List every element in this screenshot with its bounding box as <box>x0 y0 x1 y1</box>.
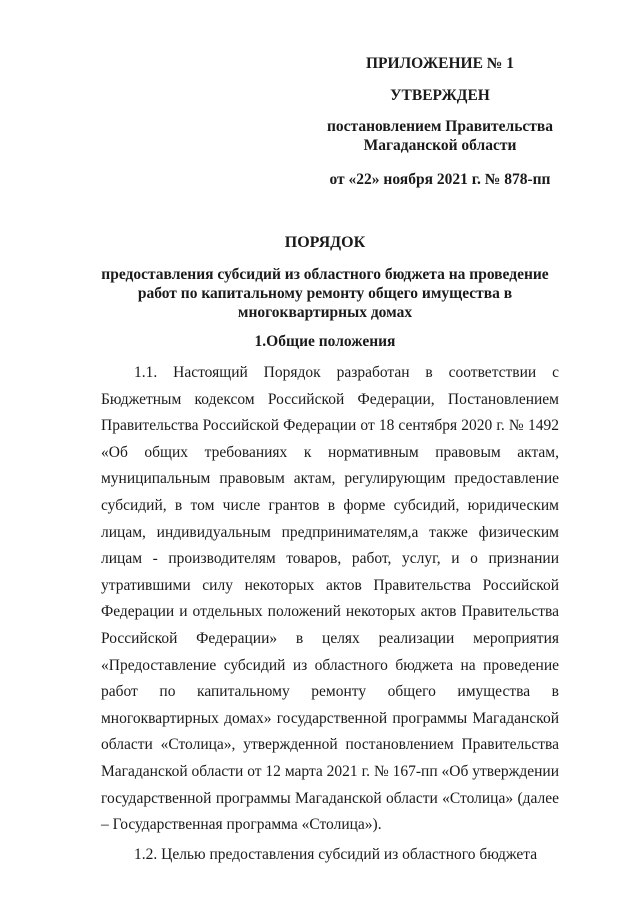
section-heading: 1.Общие положения <box>254 333 396 350</box>
paragraph-1-2: 1.2. Целью предоставления субсидий из областного бюджета <box>134 845 538 863</box>
decree-date-number: от «22» ноября 2021 г. № 878-пп <box>329 171 551 188</box>
approval-block <box>315 54 565 189</box>
section-body <box>101 360 559 868</box>
document-subtitle: предоставления субсидий из областного бюджета на проведение работ по капитальному ремонту общего имущества в многоквартирных домах <box>101 266 549 321</box>
document-title: ПОРЯДОК <box>284 234 366 251</box>
appendix-label: ПРИЛОЖЕНИЕ № 1 <box>366 55 514 72</box>
approved-label: УТВЕРЖДЕН <box>390 87 490 104</box>
decree-text: постановлением Правительства Магаданской области <box>326 118 554 154</box>
paragraph-1-1: 1.1. Настоящий Порядок разработан в соответствии с Бюджетным кодексом Российской Федерации, Постановлением Правительства Российской Федерации от 18 сентября 2020 г. № 1492 «Об общих требованиях к нормативным правовым актам, муниципальным правовым актам, регулирующим предоставление субсидий, в том числе грантов в форме субсидий, юридическим лицам, индивидуальным предпринимателям,а также физическим лицам - производителям товаров, работ, услуг, и о признании утратившими силу некоторых актов Правительства Российской Федерации и отдельных положений некоторых актов Правительства Российской Федерации» в целях реализации мероприятия «Предоставление субсидий из областного бюджета на проведение работ по капитальному ремонту общего имущества в многоквартирных домах» государственной программы Магаданской области «Столица», утвержденной постановлением Правительства Магаданской области от 12 марта 2021 г. № 167-пп «Об утверждении государственной программы Магаданской области «Столица» (далее – Государственная программа «Столица»). <box>101 364 559 834</box>
